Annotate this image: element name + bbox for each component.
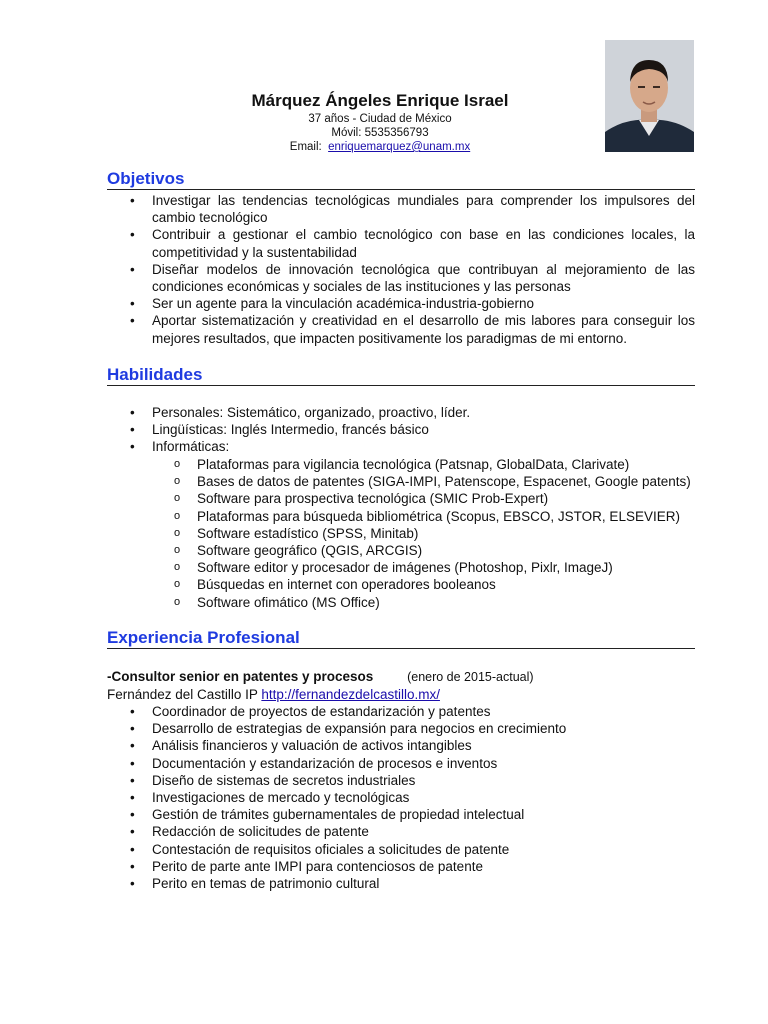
objetivos-list <box>107 192 695 347</box>
sublist-item: o Bases de datos de patentes (SIGA-IMPI, Patenscope, Espacenet, Google patents) <box>107 473 695 490</box>
full-name: Márquez Ángeles Enrique Israel <box>251 91 509 110</box>
habilidades-list <box>107 404 695 456</box>
job-header <box>107 668 695 703</box>
list-item: • Perito en temas de patrimonio cultural <box>107 875 695 892</box>
job-company: Fernández del Castillo IP <box>107 687 258 702</box>
list-item: • Gestión de trámites gubernamentales de propiedad intelectual <box>107 806 695 823</box>
mobile-number: Móvil: 5535356793 <box>331 127 429 139</box>
email-label: Email: <box>289 141 322 153</box>
section-title-habilidades: Habilidades <box>107 365 695 386</box>
section-title-experiencia: Experiencia Profesional <box>107 628 695 649</box>
list-item: • Ser un agente para la vinculación académica-industria-gobierno <box>107 295 695 312</box>
list-item: • Personales: Sistemático, organizado, proactivo, líder. <box>107 404 695 421</box>
informaticas-label: Informáticas: <box>152 439 230 455</box>
informaticas-sublist <box>107 456 695 611</box>
list-item: • Redacción de solicitudes de patente <box>107 823 695 840</box>
list-item: • Desarrollo de estrategias de expansión para negocios en crecimiento <box>107 720 695 737</box>
profile-photo <box>605 40 694 152</box>
list-item: • Aportar sistematización y creatividad en el desarrollo de mis labores para conseguir los mejores resultados, que impacten positivamente los paradigmas de mi entorno. <box>107 312 695 346</box>
sublist-item: o Plataformas para vigilancia tecnológica (Patsnap, GlobalData, Clarivate) <box>107 456 695 473</box>
job-title-line <box>107 668 695 686</box>
job-period: (enero de 2015-actual) <box>407 670 534 684</box>
email-line <box>180 140 580 154</box>
list-item: • Investigar las tendencias tecnológicas mundiales para comprender los impulsores del cambio tecnológico <box>107 192 695 226</box>
sublist-item: o Software estadístico (SPSS, Minitab) <box>107 525 695 542</box>
list-item: • Análisis financieros y valuación de activos intangibles <box>107 737 695 754</box>
list-item: • Contribuir a gestionar el cambio tecnológico con base en las condiciones locales, la competitividad y la sustentabilidad <box>107 226 695 260</box>
sublist-item: o Software ofimático (MS Office) <box>107 594 695 611</box>
section-title-objetivos: Objetivos <box>107 169 695 190</box>
age-city: 37 años - Ciudad de México <box>308 113 452 125</box>
experiencia-list <box>107 703 695 892</box>
job-company-line <box>107 686 695 703</box>
list-item: • Lingüísticas: Inglés Intermedio, francés básico <box>107 421 695 438</box>
sublist-item: o Plataformas para búsqueda bibliométrica (Scopus, EBSCO, JSTOR, ELSEVIER) <box>107 508 695 525</box>
list-item: • Coordinador de proyectos de estandarización y patentes <box>107 703 695 720</box>
list-item-informaticas <box>107 438 695 455</box>
company-link[interactable]: http://fernandezdelcastillo.mx/ <box>261 687 440 702</box>
email-link[interactable]: enriquemarquez@unam.mx <box>328 141 471 153</box>
list-item: • Investigaciones de mercado y tecnológicas <box>107 789 695 806</box>
sublist-item: o Software geográfico (QGIS, ARCGIS) <box>107 542 695 559</box>
sublist-item: o Software para prospectiva tecnológica (SMIC Prob-Expert) <box>107 490 695 507</box>
sublist-item: o Búsquedas en internet con operadores booleanos <box>107 576 695 593</box>
cv-header <box>180 90 580 154</box>
list-item: • Diseño de sistemas de secretos industriales <box>107 772 695 789</box>
list-item: • Documentación y estandarización de procesos e inventos <box>107 755 695 772</box>
list-item: • Diseñar modelos de innovación tecnológica que contribuyan al mejoramiento de las condiciones económicas y sociales de las instituciones y las personas <box>107 261 695 295</box>
list-item: • Perito de parte ante IMPI para contenciosos de patente <box>107 858 695 875</box>
list-item: • Contestación de requisitos oficiales a solicitudes de patente <box>107 841 695 858</box>
job-role: -Consultor senior en patentes y procesos <box>107 669 374 684</box>
sublist-item: o Software editor y procesador de imágenes (Photoshop, Pixlr, ImageJ) <box>107 559 695 576</box>
